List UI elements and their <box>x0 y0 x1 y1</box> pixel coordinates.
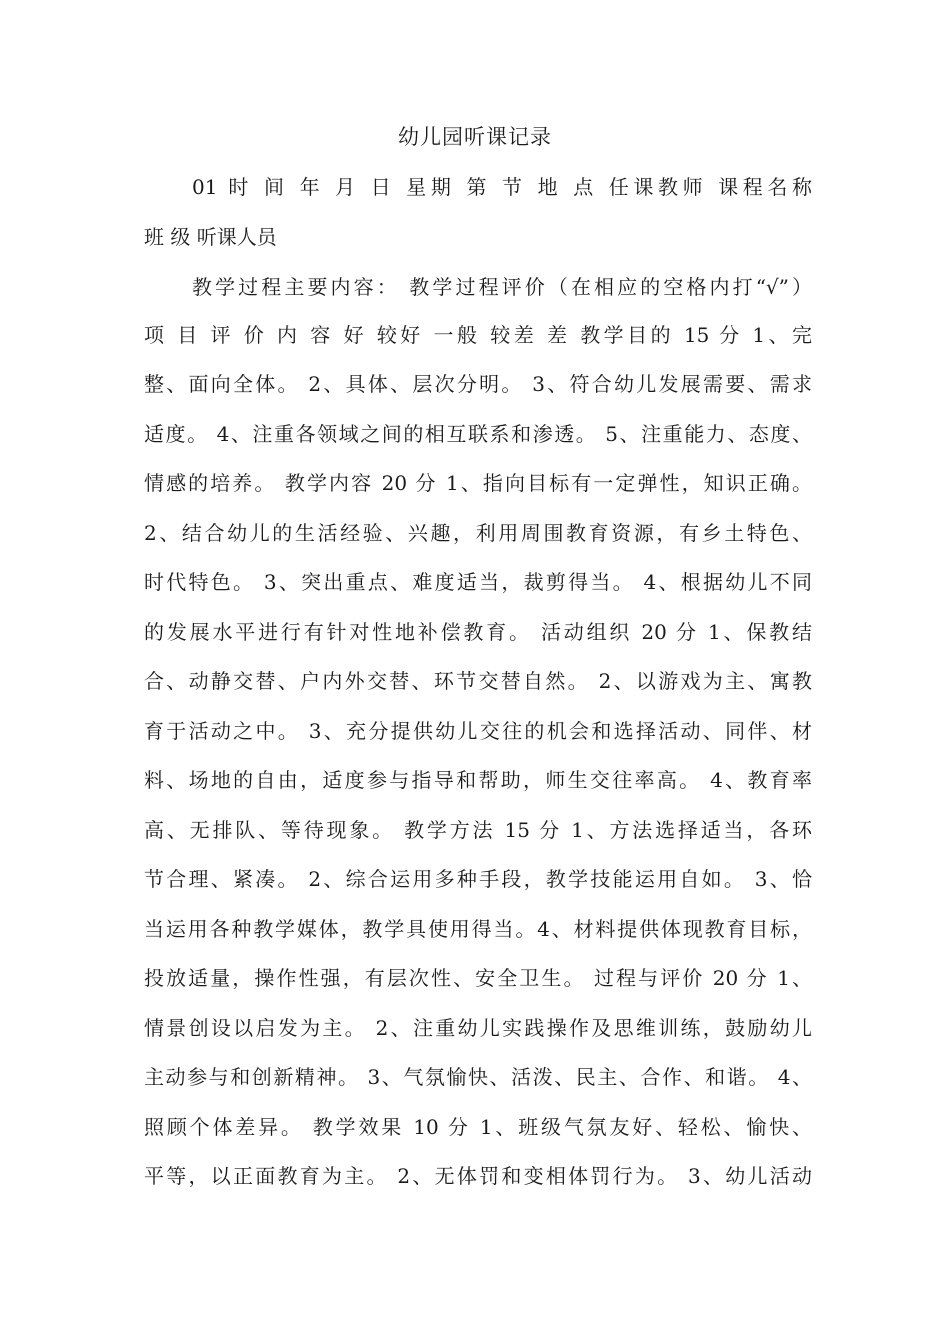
text-line: 平等，以正面教育为主。 2、无体罚和变相体罚行为。 3、幼儿活动 <box>144 1164 812 1188</box>
text-line: 情感的培养。 教学内容 20 分 1、指向目标有一定弹性，知识正确。 <box>144 471 812 495</box>
text-line: 01 时 间 年 月 日 星期 第 节 地 点 任课教师 课程名称 <box>192 175 812 199</box>
text-line: 主动参与和创新精神。 3、气氛愉快、活泼、民主、合作、和谐。 4、 <box>144 1065 812 1089</box>
text-line: 班 级 听课人员 <box>144 225 277 249</box>
text-line: 料、场地的自由，适度参与指导和帮助，师生交往率高。 4、教育率 <box>144 768 812 792</box>
text-line: 育于活动之中。 3、充分提供幼儿交往的机会和选择活动、同伴、材 <box>144 719 812 743</box>
text-line: 整、面向全体。 2、具体、层次分明。 3、符合幼儿发展需要、需求 <box>144 372 812 396</box>
text-line: 节合理、紧凑。 2、综合运用多种手段，教学技能运用自如。 3、恰 <box>144 867 812 891</box>
text-line: 的发展水平进行有针对性地补偿教育。 活动组织 20 分 1、保教结 <box>144 620 812 644</box>
text-line: 2、结合幼儿的生活经验、兴趣，利用周围教育资源，有乡土特色、 <box>144 521 812 545</box>
text-line: 教学过程主要内容： 教学过程评价（在相应的空格内打“√”） <box>192 275 812 299</box>
text-line: 适度。 4、注重各领域之间的相互联系和渗透。 5、注重能力、态度、 <box>144 422 812 446</box>
text-line: 高、无排队、等待现象。 教学方法 15 分 1、方法选择适当，各环 <box>144 818 812 842</box>
text-line: 当运用各种教学媒体，教学具使用得当。4、材料提供体现教育目标， <box>144 917 812 941</box>
text-line: 投放适量，操作性强，有层次性、安全卫生。 过程与评价 20 分 1、 <box>144 966 812 990</box>
text-line: 项 目 评 价 内 容 好 较好 一般 较差 差 教学目的 15 分 1、完 <box>144 323 812 347</box>
text-line: 时代特色。 3、突出重点、难度适当，裁剪得当。 4、根据幼儿不同 <box>144 570 812 594</box>
text-line: 合、动静交替、户内外交替、环节交替自然。 2、以游戏为主、寓教 <box>144 669 812 693</box>
text-line: 照顾个体差异。 教学效果 10 分 1、班级气氛友好、轻松、愉快、 <box>144 1115 812 1139</box>
document-title: 幼儿园听课记录 <box>398 125 552 149</box>
text-line: 情景创设以启发为主。 2、注重幼儿实践操作及思维训练，鼓励幼儿 <box>144 1016 812 1040</box>
